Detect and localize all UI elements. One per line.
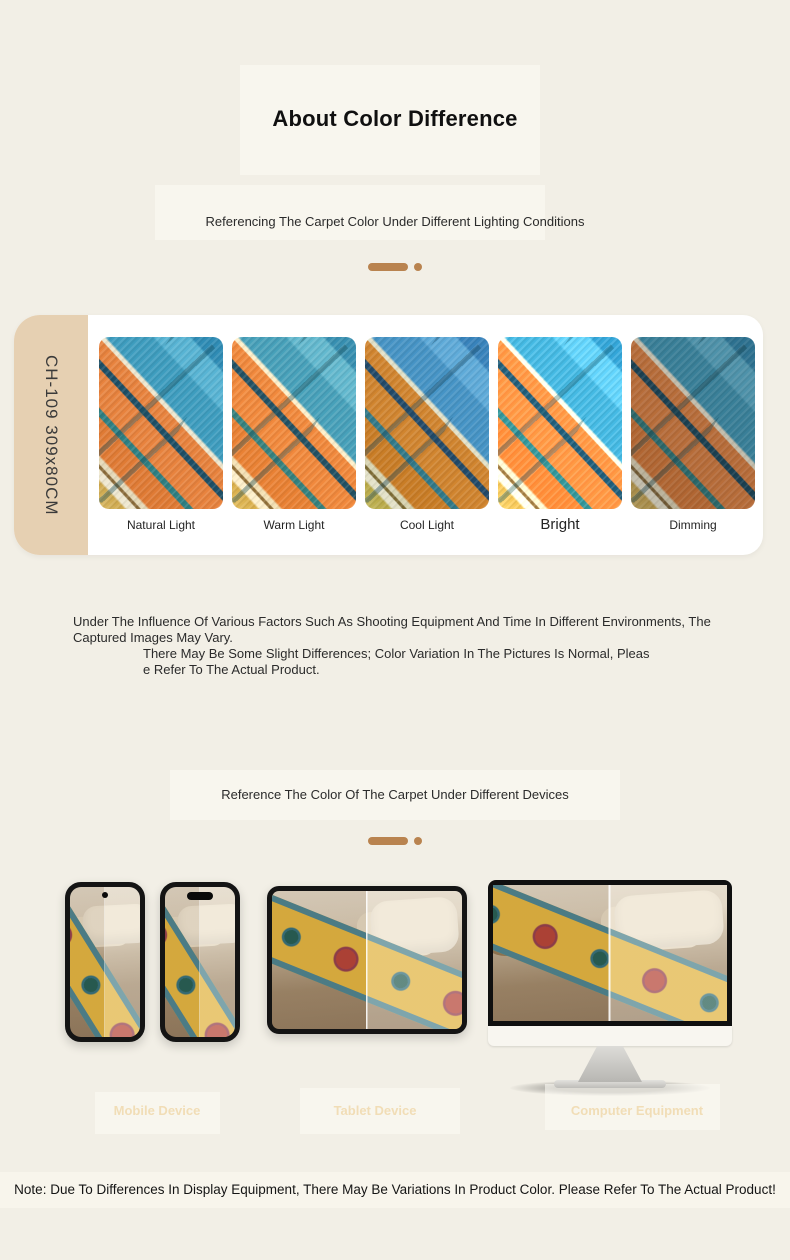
bottom-note: Note: Due To Differences In Display Equipment, There May Be Variations In Product Color. Please Refer To The Actual Product! [14, 1182, 776, 1197]
swatch-label: Natural Light [126, 518, 196, 532]
carpet-photo-cool [365, 337, 489, 509]
room-scene-photo [165, 887, 235, 1037]
carpet-photo-warm [232, 337, 356, 509]
divider-bar [368, 263, 408, 271]
divider-bar [368, 837, 408, 845]
swatch-dimming [631, 337, 755, 555]
room-scene-photo [272, 891, 462, 1029]
lighting-split-overlay [493, 885, 727, 1021]
lighting-subtitle: Referencing The Carpet Color Under Different Lighting Conditions [205, 214, 585, 229]
carpet-photo-dimming [631, 337, 755, 509]
swatch-label: Warm Light [263, 518, 325, 532]
swatch-cool-light [365, 337, 489, 555]
devices-subtitle: Reference The Color Of The Carpet Under Different Devices [221, 787, 569, 802]
swatch-label: Dimming [669, 518, 717, 532]
phone-notch-icon [187, 892, 213, 900]
disclaimer-line-1: Under The Influence Of Various Factors Such As Shooting Equipment And Time In Different Environments, The Captured Images May Vary. [73, 614, 711, 645]
divider-dot-icon [414, 837, 422, 845]
product-code-tab [14, 315, 88, 555]
lighting-card [14, 315, 763, 555]
monitor-bezel [488, 880, 732, 1026]
device-label-mobile: Mobile Device [113, 1103, 201, 1118]
divider-dot-icon [414, 263, 422, 271]
device-label-computer: Computer Equipment [570, 1103, 704, 1118]
lighting-split-overlay [70, 887, 140, 1037]
monitor-chin [488, 1026, 732, 1046]
page-title: About Color Difference [272, 106, 518, 131]
room-scene-photo [493, 885, 727, 1021]
swatch-label: Bright [540, 516, 580, 533]
monitor-stand [578, 1046, 642, 1082]
swatch-bright [498, 337, 622, 555]
lighting-split-overlay [272, 891, 462, 1029]
divider [0, 263, 790, 271]
swatch-warm-light [232, 337, 356, 555]
device-label-tablet: Tablet Device [333, 1103, 417, 1118]
monitor-mockup [488, 880, 732, 1088]
lighting-swatches [88, 315, 763, 555]
phone-mockup-1 [65, 882, 145, 1042]
lighting-split-overlay [165, 887, 235, 1037]
carpet-photo-natural [99, 337, 223, 509]
phone-camera-dot-icon [102, 892, 108, 898]
divider [0, 837, 790, 845]
disclaimer-line-2: There May Be Some Slight Differences; Color Variation In The Pictures Is Normal, Please Refer To The Actual Product. [143, 646, 650, 677]
carpet-photo-bright [498, 337, 622, 509]
room-scene-photo [70, 887, 140, 1037]
device-mockups [0, 880, 790, 1100]
product-code-label: CH-109 309x80CM [42, 354, 61, 516]
watermark-block [155, 185, 545, 240]
phone-mockup-2 [160, 882, 240, 1042]
swatch-label: Cool Light [399, 518, 455, 532]
tablet-mockup [267, 886, 467, 1034]
disclaimer-text [73, 614, 723, 678]
swatch-natural-light [99, 337, 223, 555]
